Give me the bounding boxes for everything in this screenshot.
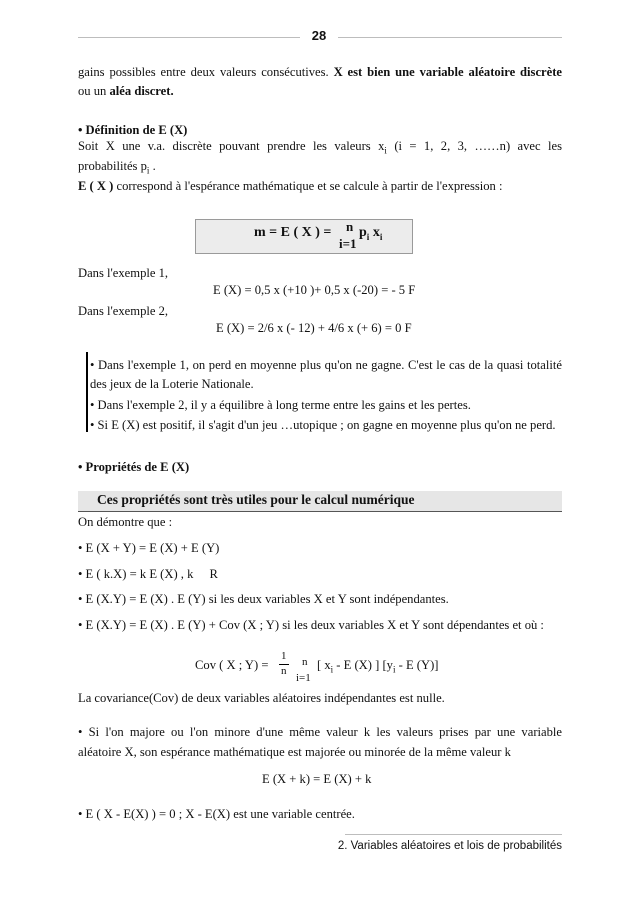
definition-text-b: (i = 1, 2, 3, ……n) avec les xyxy=(386,139,562,153)
intro-bold-2: aléa discret. xyxy=(109,84,174,98)
formula-lower-index: i=1 xyxy=(339,236,357,251)
subscript-i: i xyxy=(379,231,383,242)
property-1: • E (X + Y) = E (X) + E (Y) xyxy=(78,541,220,555)
example-1-label: Dans l'exemple 1, xyxy=(78,266,169,280)
cov-lhs: Cov ( X ; Y) = xyxy=(195,658,269,672)
property-5-line-2: aléatoire X, son espérance mathématique est majorée ou minorée de la même valeur k xyxy=(78,745,511,759)
definition-text-3: correspond à l'espérance mathématique et se calcule à partir de l'expression : xyxy=(113,179,503,193)
subscript-i: i xyxy=(330,664,334,675)
cov-fraction-numerator: 1 xyxy=(281,650,287,662)
cov-fraction-denominator: n xyxy=(281,665,287,677)
formula-lhs: m = E ( X ) = xyxy=(254,225,332,240)
subscript-i: i xyxy=(392,664,396,675)
definition-text-2b: . xyxy=(149,159,156,173)
intro-text: gains possibles entre deux valeurs consécutives. xyxy=(78,65,334,79)
footer-chapter-title: 2. Variables aléatoires et lois de probabilités xyxy=(337,840,562,852)
remark-2: • Dans l'exemple 2, il y a équilibre à long terme entre les gains et les pertes. xyxy=(90,398,471,412)
properties-highlight-text: Ces propriétés sont très utiles pour le calcul numérique xyxy=(97,492,415,507)
formula-x: x xyxy=(369,225,380,240)
cov-sum-upper: n xyxy=(302,656,308,668)
cov-note: La covariance(Cov) de deux variables aléatoires indépendantes est nulle. xyxy=(78,691,445,705)
property-2: • E ( k.X) = k E (X) , k R xyxy=(78,567,205,581)
property-6: • E ( X - E(X) ) = 0 ; X - E(X) est une variable centrée. xyxy=(78,807,355,821)
intro-line-1 xyxy=(78,63,562,82)
formula-p: p xyxy=(359,225,367,240)
cov-rhs xyxy=(317,658,438,675)
header-rule-right xyxy=(338,37,562,38)
remark-1-line-1: • Dans l'exemple 1, on perd en moyenne plus qu'on ne gagne. C'est le cas de la quasi totalité xyxy=(90,358,562,372)
intro-bold: X est bien une variable aléatoire discrète xyxy=(333,65,562,79)
formula-term xyxy=(359,225,382,242)
properties-intro: On démontre que : xyxy=(78,515,173,529)
definition-text: Soit X une v.a. discrète pouvant prendre les valeurs x xyxy=(78,139,385,153)
property-5-line-1: • Si l'on majore ou l'on minore d'une même valeur k les valeurs prises par une variable xyxy=(78,725,562,739)
cov-rhs-b: - E (X) ] [y xyxy=(333,658,393,672)
cov-rhs-c: - E (Y)] xyxy=(395,658,439,672)
remark-1-line-2: des jeux de la Loterie Nationale. xyxy=(90,377,254,391)
property-3: • E (X.Y) = E (X) . E (Y) si les deux variables X et Y sont indépendantes. xyxy=(78,592,449,606)
subscript-i: i xyxy=(384,145,387,156)
intro-line-2 xyxy=(78,82,562,101)
property-5-formula: E (X + k) = E (X) + k xyxy=(262,772,372,786)
header-rule-left xyxy=(78,37,300,38)
subscript-i: i xyxy=(366,231,370,242)
example-1-formula: E (X) = 0,5 x (+10 )+ 0,5 x (-20) = - 5 F xyxy=(213,283,416,297)
remarks-side-rule xyxy=(86,352,88,432)
footer-rule xyxy=(345,834,562,835)
example-2-label: Dans l'exemple 2, xyxy=(78,304,169,318)
formula-upper-n: n xyxy=(346,219,354,234)
page-number: 28 xyxy=(311,28,327,43)
properties-heading: • Propriétés de E (X) xyxy=(78,460,190,474)
definition-heading: • Définition de E (X) xyxy=(78,123,188,137)
intro-text-2: ou un xyxy=(78,84,110,98)
cov-rhs-a: [ x xyxy=(317,658,331,672)
remark-3: • Si E (X) est positif, il s'agit d'un jeu …utopique ; on gagne en moyenne plus qu'on ne perd. xyxy=(90,418,556,432)
example-2-formula: E (X) = 2/6 x (- 12) + 4/6 x (+ 6) = 0 F xyxy=(216,321,412,335)
subscript-i: i xyxy=(146,165,150,176)
property-4: • E (X.Y) = E (X) . E (Y) + Cov (X ; Y) si les deux variables X et Y sont dépendantes et où : xyxy=(78,618,544,632)
cov-sum-lower: i=1 xyxy=(296,672,311,684)
definition-bold: E ( X ) xyxy=(78,179,114,193)
definition-text-2: probabilités p xyxy=(78,159,147,173)
definition-line-3 xyxy=(78,177,562,196)
